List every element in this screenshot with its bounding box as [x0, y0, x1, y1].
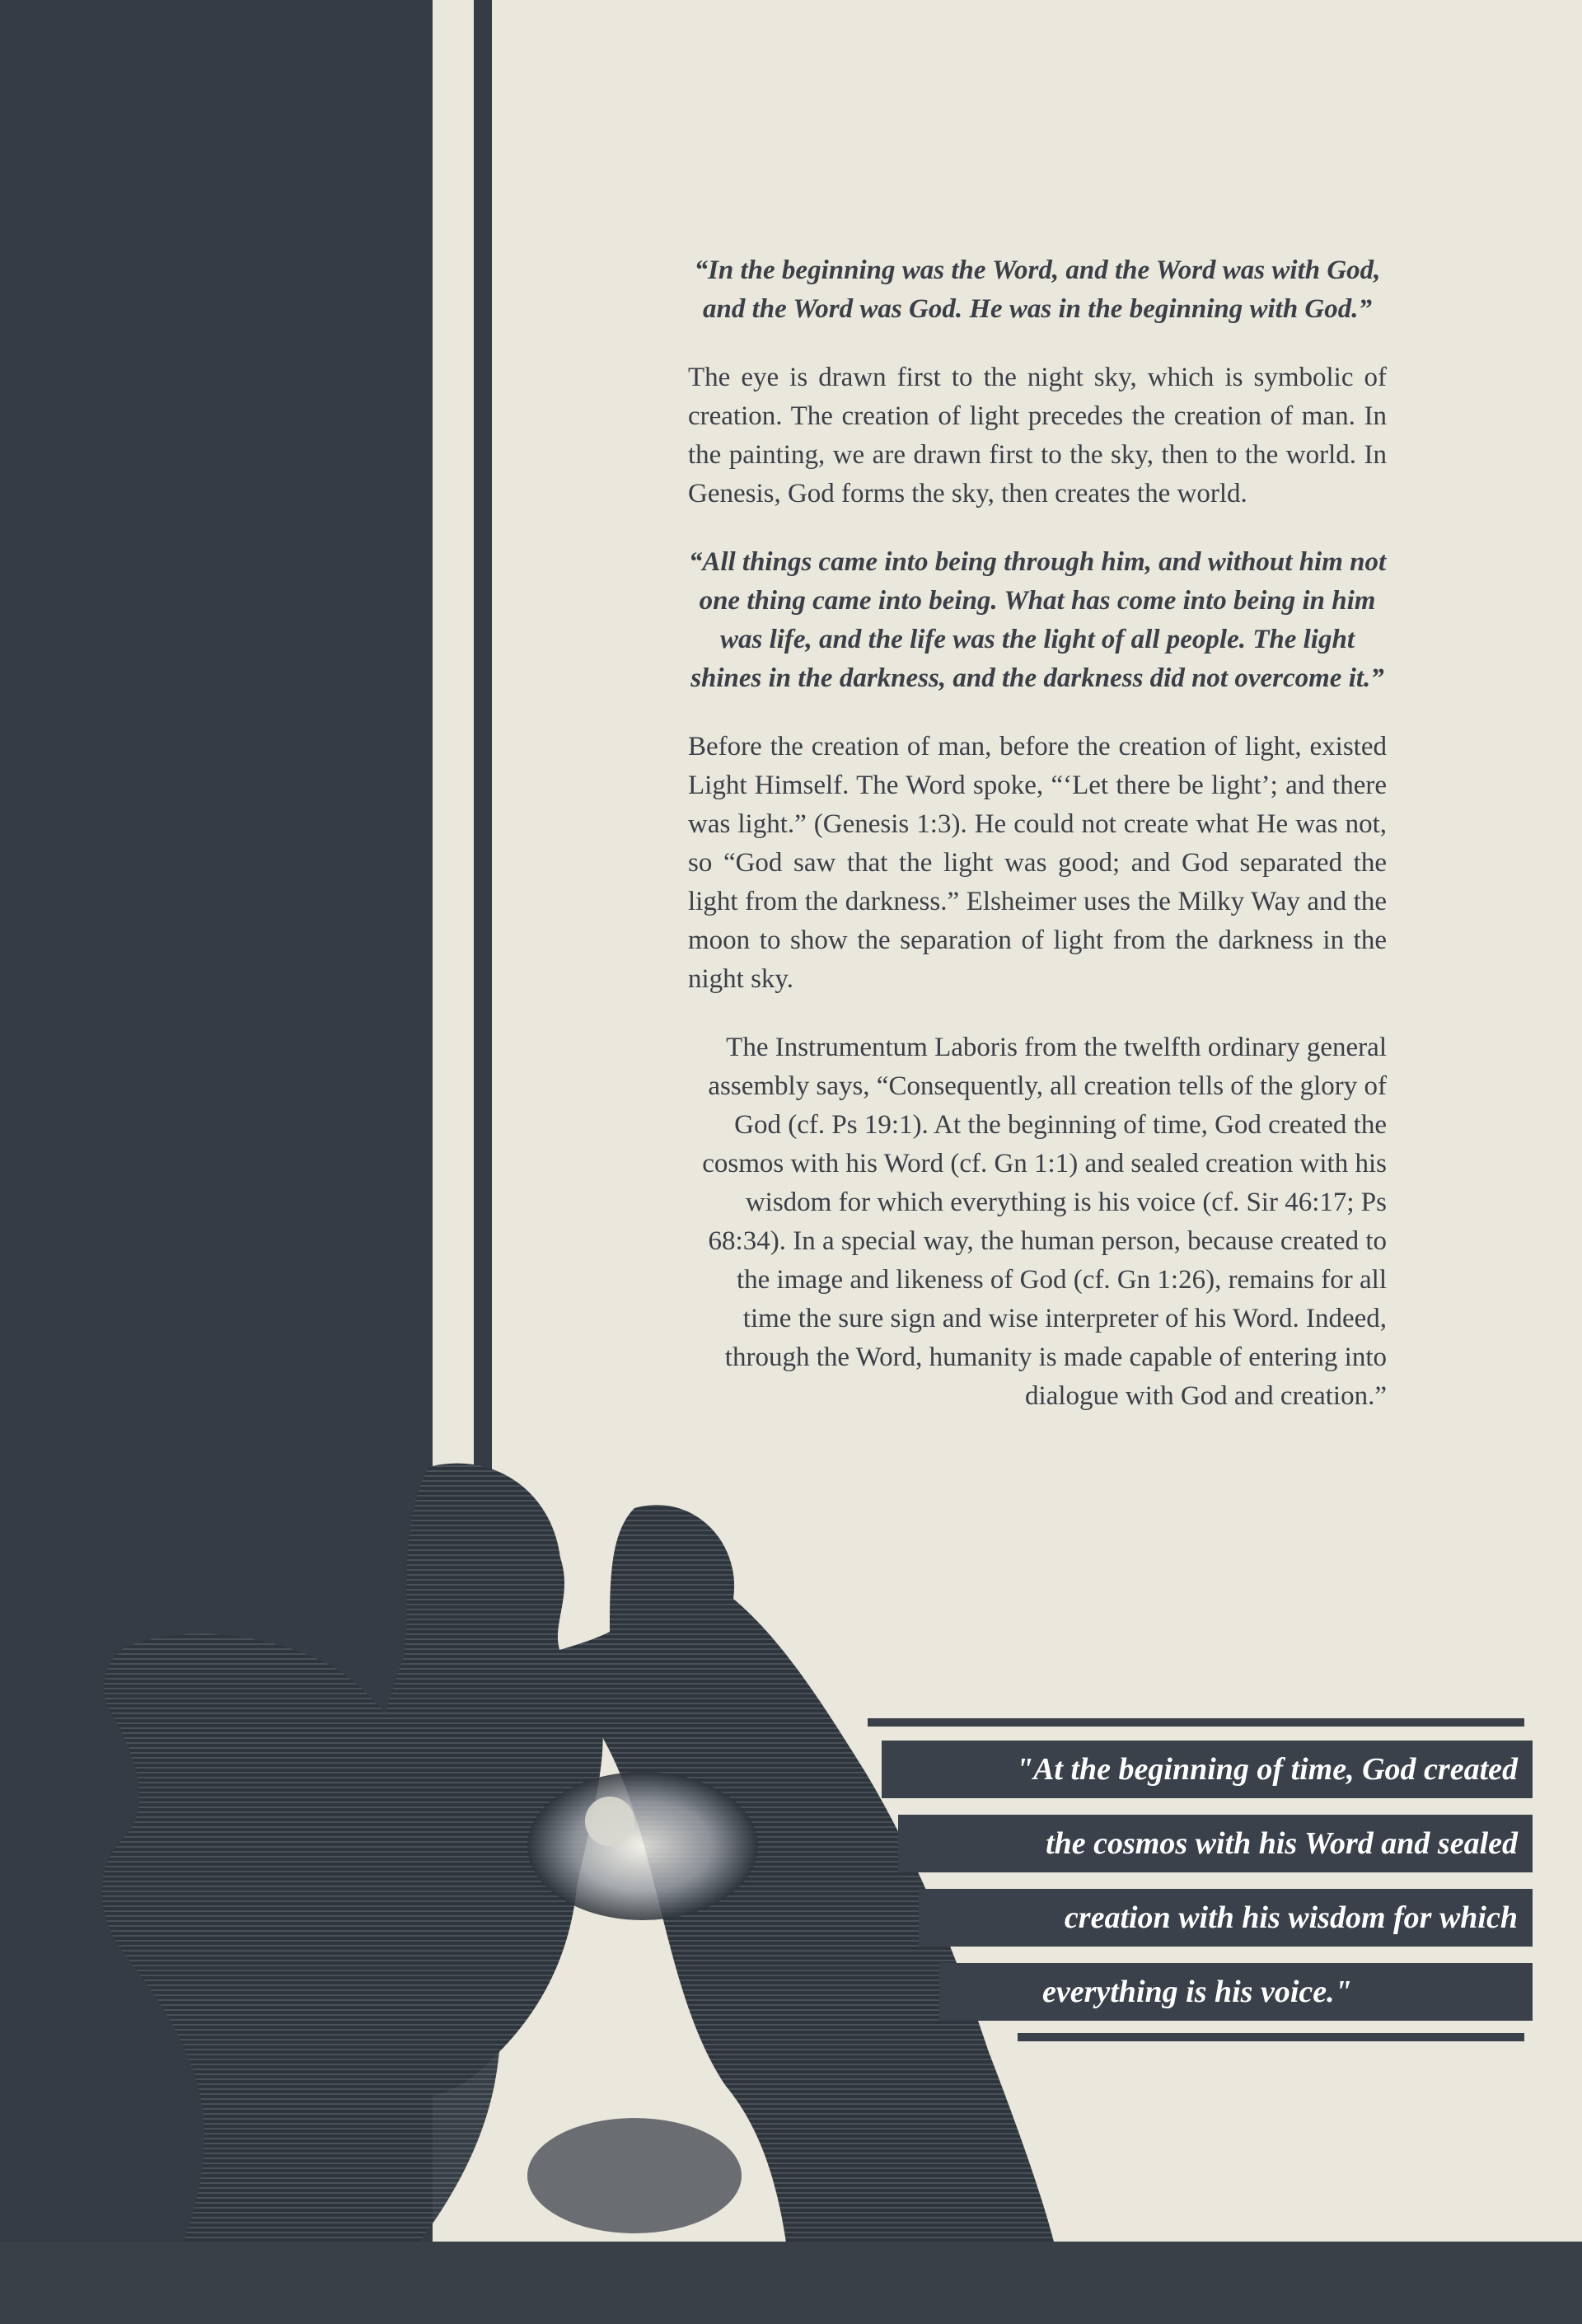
stripe-gap	[433, 0, 474, 1566]
pull-quote-top-rule	[868, 1718, 1524, 1727]
pull-quote-line-3: creation with his wisdom for which	[919, 1889, 1533, 1947]
pull-quote-line-4: everything is his voice."	[939, 1963, 1533, 2021]
lantern-glow	[527, 1772, 758, 1920]
lantern-icon	[585, 1797, 634, 1846]
flowers	[527, 2118, 742, 2233]
ground-strip	[0, 2242, 1582, 2324]
scripture-quote-2: “All things came into being through him, and without him not one thing came into being. What has come into being in him was life, and the life was the light of all people. The light shines in the darkness, and the darkness did not overcome it.”	[688, 547, 1387, 693]
paragraph-3: The Instrumentum Laboris from the twelfth ordinary general assembly says, “Consequently, all creation tells of the glory of God (cf. Ps 19:1). At the beginning of time, God created the cosmos with his Word (cf. Gn 1:1) and sealed creation with his wisdom for which everything is his voice (cf. Sir 46:17; Ps 68:34). In a special way, the human person, because created to the image and likeness of God (cf. Gn 1:26), remains for all time the sure sign and wise interpreter of his Word. Indeed, through the Word, humanity is made capable of entering into dialogue with God and creation.”	[702, 1033, 1387, 1411]
pull-quote	[865, 1718, 1533, 2048]
article-column	[688, 251, 1387, 1445]
pull-quote-line-2: the cosmos with his Word and sealed	[898, 1815, 1533, 1872]
paragraph-2: Before the creation of man, before the creation of light, existed Light Himself. The Word spoke, “‘Let there be light’; and there was light.” (Genesis 1:3). He could not create what He was not, so “God saw that the light was good; and God separated the light from the darkness.” Elsheimer uses the Milky Way and the moon to show the separation of light from the darkness in the night sky.	[688, 732, 1387, 994]
vertical-stripe	[474, 0, 492, 1566]
pull-quote-line-1: "At the beginning of time, God created	[882, 1741, 1533, 1798]
pull-quote-bottom-rule	[1018, 2033, 1524, 2041]
paragraph-1: The eye is drawn first to the night sky, which is symbolic of creation. The creation of light precedes the creation of man. In the painting, we are drawn first to the sky, then to the world. In Genesis, God forms the sky, then creates the world.	[688, 363, 1387, 508]
scripture-quote-1: “In the beginning was the Word, and the Word was with God, and the Word was God. He was in the beginning with God.”	[694, 255, 1381, 324]
